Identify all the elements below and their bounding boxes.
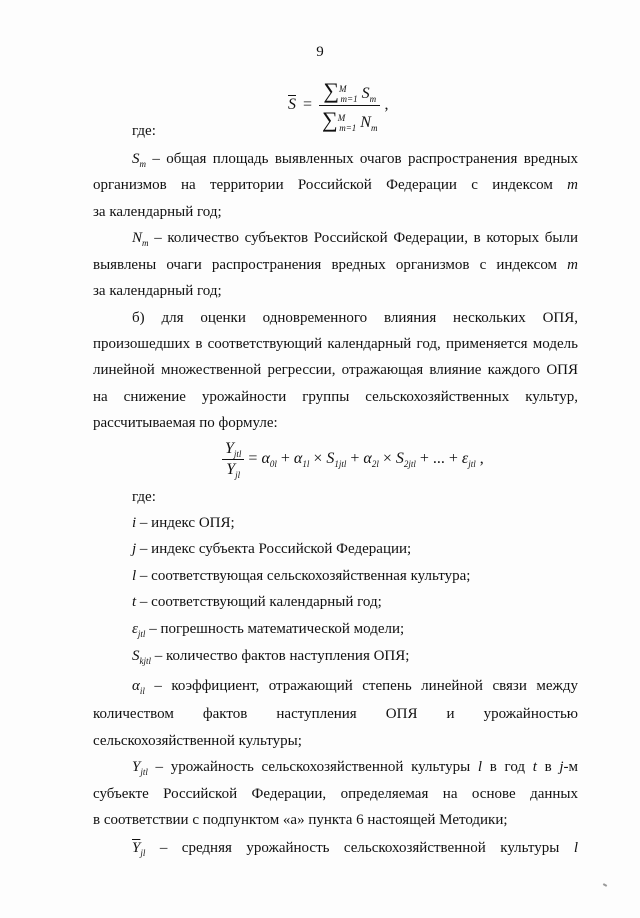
- def-y-j: j: [559, 759, 564, 775]
- formula1-trailing: ,: [384, 96, 389, 114]
- def-l-symbol: l: [132, 568, 137, 584]
- sm-sub: m: [139, 159, 146, 169]
- def-t-symbol: t: [132, 594, 137, 610]
- formula1-numer-sub: m: [369, 94, 377, 104]
- def-epsilon: [132, 620, 578, 638]
- def-ybar-symbol: $\overline{Y}$: [132, 840, 141, 856]
- formula1-sum-lower-2: m=1: [339, 123, 357, 133]
- formula2-times2: ×: [382, 450, 392, 468]
- def-alpha-line-1: [132, 677, 578, 695]
- def-y-text-1b: в год: [489, 759, 526, 775]
- def-alpha-text-1: – коэффициент, отражающий степень линейной связи между: [154, 678, 578, 694]
- formula1-equals: =: [303, 96, 313, 114]
- formula2-denom-sub: jl: [235, 470, 241, 480]
- sm-text-2: организмов на территории Российской Федерации с индексом: [93, 177, 553, 193]
- def-ybar-line-1: [132, 839, 578, 857]
- formula2-ellipsis: + ... +: [419, 450, 458, 468]
- def-s: [132, 647, 578, 665]
- def-j-text: – индекс субъекта Российской Федерации;: [139, 541, 412, 557]
- formula1-denom-var: N: [360, 114, 371, 131]
- formula2-epsilon-sub: jtl: [468, 459, 476, 470]
- formula1-sigma-bottom: ∑: [322, 107, 338, 132]
- formula2-plus2: +: [350, 450, 360, 468]
- def-i-text: – индекс ОПЯ;: [139, 515, 235, 531]
- formula2-alpha2-sub: 2l: [371, 459, 379, 470]
- sm-symbol: S: [132, 151, 140, 167]
- sm-line-3: за календарный год;: [93, 204, 222, 220]
- where-label-2: где:: [132, 489, 156, 505]
- formula-regression: [222, 440, 484, 479]
- formula2-fraction: [222, 440, 244, 479]
- def-alpha-line-3: сельскохозяйственной культуры;: [93, 733, 302, 749]
- formula2-alpha2: α: [363, 450, 372, 468]
- formula1-numer-var: S: [361, 85, 370, 102]
- nm-line-1: [132, 229, 578, 247]
- def-y-text-1c: в: [544, 759, 552, 775]
- formula2-denom: Y: [226, 461, 236, 478]
- sm-line-1: [132, 150, 578, 168]
- formula1-lhs: $\overline{S}$: [288, 96, 296, 114]
- formula1-sigma-top: ∑: [323, 78, 340, 103]
- formula2-s1-sub: 1jtl: [334, 459, 347, 470]
- formula2-s2-sub: 2jtl: [403, 459, 416, 470]
- def-l-text: – соответствующая сельскохозяйственная культура;: [139, 568, 471, 584]
- nm-text-2: выявлены очаги распространения вредных организмов с индексом: [93, 257, 558, 273]
- formula2-trailing: ,: [479, 450, 484, 468]
- def-ybar-sub: jl: [140, 848, 146, 858]
- formula2-alpha1-sub: 1l: [302, 459, 310, 470]
- formula2-times1: ×: [313, 450, 323, 468]
- nm-symbol: N: [132, 230, 143, 246]
- b-line-3: линейной множественной регрессии, отражающая влияние каждого ОПЯ: [93, 362, 578, 378]
- def-s-symbol: S: [132, 648, 140, 664]
- def-y-line-2: субъекте Российской Федерации, определяемая на основе данных: [93, 786, 578, 802]
- def-l: [132, 567, 578, 585]
- formula2-s2: S: [395, 450, 404, 468]
- sm-line-2: [93, 176, 578, 194]
- scan-speck: [603, 883, 607, 887]
- formula2-numer: Y: [225, 440, 234, 457]
- def-y-l: l: [477, 759, 483, 775]
- sm-text-1: – общая площадь выявленных очагов распространения вредных: [152, 151, 578, 167]
- nm-text-1: – количество субъектов Российской Федерации, в которых были: [154, 230, 579, 246]
- sm-index-m: m: [567, 177, 578, 193]
- where-label-1: где:: [132, 123, 156, 139]
- def-s-sub: kjtl: [139, 656, 151, 666]
- formula2-epsilon: ε: [461, 450, 469, 468]
- def-t: [132, 593, 578, 611]
- def-y-line-3: в соответствии с подпунктом «а» пункта 6 настоящей Методики;: [93, 812, 508, 828]
- formula1-sum-upper: M: [339, 84, 347, 94]
- def-y-text-1d: -м: [563, 759, 579, 775]
- formula2-equals: =: [248, 450, 258, 468]
- def-j: [132, 540, 578, 558]
- def-i-symbol: i: [132, 515, 137, 531]
- def-alpha-sub: il: [139, 686, 145, 696]
- nm-sub: m: [142, 238, 149, 248]
- def-y-text-1a: – урожайность сельскохозяйственной культуры: [155, 759, 471, 775]
- formula2-numer-sub: jtl: [233, 449, 242, 459]
- def-ybar-l: l: [573, 840, 578, 856]
- formula2-plus1: +: [280, 450, 290, 468]
- def-t-text: – соответствующий календарный год;: [139, 594, 382, 610]
- def-epsilon-text: – погрешность математической модели;: [149, 621, 405, 637]
- b-line-2: произошедших в соответствующий календарный год, применяется модель: [93, 336, 578, 352]
- def-epsilon-sub: jtl: [137, 629, 146, 639]
- formula2-alpha1: α: [293, 450, 303, 468]
- page-number: 9: [316, 44, 324, 60]
- formula1-sum-upper-2: M: [337, 113, 346, 123]
- def-alpha-symbol: α: [132, 678, 140, 694]
- def-y-sub: jtl: [140, 767, 148, 777]
- formula2-alpha0: α: [261, 450, 270, 468]
- def-s-text: – количество фактов наступления ОПЯ;: [154, 648, 410, 664]
- formula1-sum-lower: m=1: [340, 94, 358, 104]
- formula2-alpha0-sub: 0l: [269, 459, 277, 470]
- formula1-denom-sub: m: [370, 123, 378, 133]
- def-j-symbol: j: [132, 541, 137, 557]
- nm-line-2: [93, 256, 578, 274]
- def-ybar-text: – средняя урожайность сельскохозяйственной культуры: [159, 840, 560, 856]
- def-y-t: t: [532, 759, 537, 775]
- b-line-5: рассчитываемая по формуле:: [93, 415, 278, 431]
- def-y-line-1: [132, 758, 578, 776]
- nm-index-m: m: [567, 257, 579, 273]
- def-alpha-line-2: количеством фактов наступления ОПЯ и урожайностью: [93, 706, 578, 722]
- def-i: [132, 514, 578, 532]
- b-line-4: на снижение урожайности группы сельскохозяйственных культур,: [93, 389, 578, 405]
- b-line-1: б) для оценки одновременного влияния нескольких ОПЯ,: [132, 310, 578, 326]
- def-y-symbol: Y: [132, 759, 141, 775]
- formula2-s1: S: [326, 450, 335, 468]
- nm-line-3: за календарный год;: [93, 283, 222, 299]
- def-epsilon-symbol: ε: [132, 621, 138, 637]
